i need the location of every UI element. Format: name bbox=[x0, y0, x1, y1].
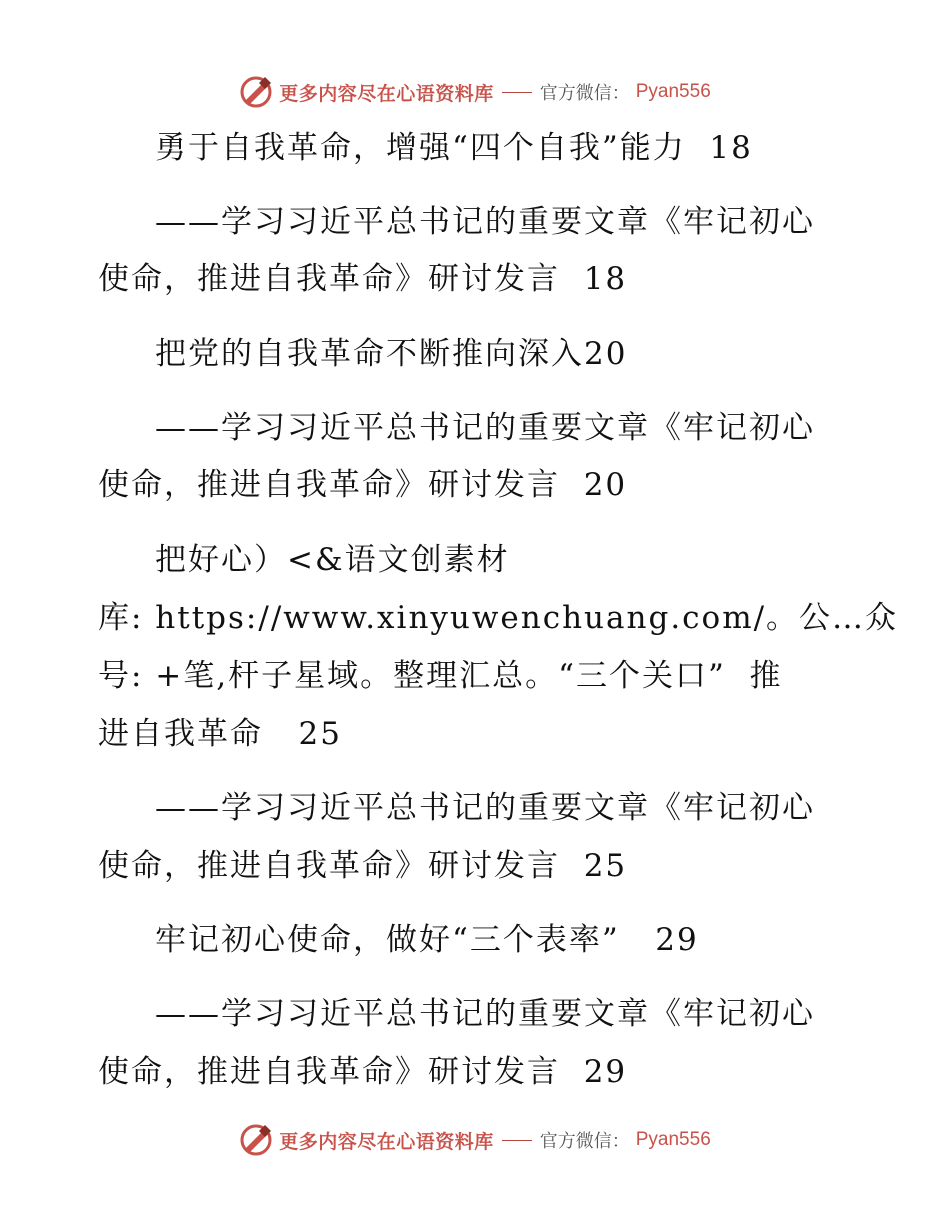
wechat-id: Pyan556 bbox=[635, 81, 711, 102]
banner-slogan: 更多内容尽在心语资料库 bbox=[279, 1130, 494, 1153]
toc-line: 库: https://www.xinyuwenchuang.com/。公…众 bbox=[98, 600, 899, 636]
toc-line: 使命，推进自我革命》研讨发言 25 bbox=[98, 848, 628, 884]
footer-banner bbox=[0, 1120, 950, 1160]
header-banner bbox=[0, 72, 950, 112]
wechat-id: Pyan556 bbox=[635, 1129, 711, 1150]
toc-line: 使命，推进自我革命》研讨发言 18 bbox=[98, 261, 628, 297]
wechat-label: 官方微信： bbox=[539, 83, 630, 104]
toc-line: ——学习习近平总书记的重要文章《牢记初心 bbox=[155, 996, 815, 1032]
toc-line: 使命，推进自我革命》研讨发言 20 bbox=[98, 467, 628, 503]
toc-line: 勇于自我革命，增强“四个自我”能力 18 bbox=[155, 130, 753, 166]
pen-logo-icon bbox=[239, 1123, 273, 1157]
toc-line: 号: +笔,杆子星域。整理汇总。“三个关口” 推 bbox=[98, 658, 783, 694]
banner-divider bbox=[502, 92, 532, 93]
toc-line: 使命，推进自我革命》研讨发言 29 bbox=[98, 1054, 628, 1090]
toc-line: 把好心）<&语文创素材 bbox=[155, 542, 510, 578]
banner-slogan: 更多内容尽在心语资料库 bbox=[279, 82, 494, 105]
toc-line: ——学习习近平总书记的重要文章《牢记初心 bbox=[155, 410, 815, 446]
toc-line: 牢记初心使命，做好“三个表率” 29 bbox=[155, 922, 699, 958]
toc-line: ——学习习近平总书记的重要文章《牢记初心 bbox=[155, 204, 815, 240]
pen-logo-icon bbox=[239, 75, 273, 109]
toc-line: 把党的自我革命不断推向深入20 bbox=[155, 336, 628, 372]
banner-divider bbox=[502, 1140, 532, 1141]
toc-line: 进自我革命 25 bbox=[98, 716, 343, 752]
toc-line: ——学习习近平总书记的重要文章《牢记初心 bbox=[155, 790, 815, 826]
wechat-label: 官方微信： bbox=[539, 1131, 630, 1152]
